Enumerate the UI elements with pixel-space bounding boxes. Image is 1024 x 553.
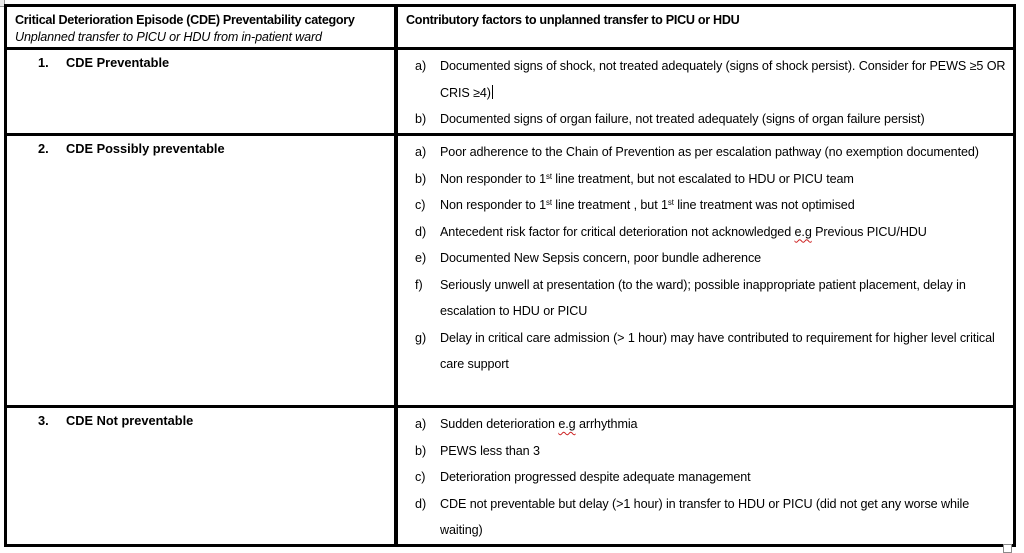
item-label: c) [415, 198, 426, 212]
item-label: a) [415, 59, 427, 73]
category-number: 3. [38, 413, 49, 428]
item-text-content: Antecedent risk factor for critical deterioration not acknowledged [440, 224, 795, 239]
cde-preventability-table [4, 4, 1016, 547]
item-text: Seriously unwell at presentation (to the ward); possible inappropriate patient placement, delay in escalation to HDU or PICU [440, 277, 966, 318]
item-label: g) [415, 330, 427, 345]
misspelled-word: e.g [794, 224, 812, 239]
category-cell-preventable[interactable] [7, 50, 398, 136]
category-label: CDE Not preventable [66, 413, 194, 428]
item-text: Poor adherence to the Chain of Prevention as per escalation pathway (no exemption documented) [440, 145, 979, 159]
item-label: b) [415, 171, 427, 186]
category-number: 1. [38, 55, 49, 70]
item-text [440, 411, 1007, 438]
category-label: CDE Preventable [66, 55, 170, 70]
item-label: b) [415, 112, 427, 126]
table-resize-handle-icon[interactable] [1003, 544, 1012, 553]
list-item [415, 272, 1007, 325]
text-cursor [492, 85, 494, 99]
misspelled-word: e.g [558, 417, 576, 431]
item-text: Deterioration progressed despite adequate management [440, 470, 751, 484]
item-text-content: Documented signs of shock, not treated adequately (signs of shock persist). Consider for PEWS ≥5 OR CRIS ≥4) [440, 59, 1006, 100]
list-item [415, 464, 1007, 491]
item-label: f) [415, 277, 423, 292]
item-text: CDE not preventable but delay (>1 hour) in transfer to HDU or PICU (did not get any worse while waiting) [440, 496, 970, 537]
list-item [415, 106, 1007, 133]
list-item [415, 411, 1007, 438]
item-label: d) [415, 496, 427, 511]
list-item [415, 245, 1007, 272]
list-item [415, 325, 1007, 378]
list-item [415, 491, 1007, 544]
list-item [415, 192, 1007, 219]
item-text-content: Previous PICU/HDU [811, 224, 927, 239]
header-cell-contributory-factors[interactable] [398, 7, 1013, 50]
item-text-content: Sudden deterioration [440, 417, 559, 431]
item-text-content: arrhythmia [575, 417, 638, 431]
header-title-left: Critical Deterioration Episode (CDE) Preventability category [15, 13, 355, 27]
item-text: Documented signs of organ failure, not treated adequately (signs of organ failure persist) [440, 112, 925, 126]
list-item [415, 219, 1007, 246]
item-text: Delay in critical care admission (> 1 hour) may have contributed to requirement for higher level critical care support [440, 330, 995, 371]
item-label: b) [415, 443, 427, 458]
item-text [440, 53, 1007, 106]
header-title-right: Contributory factors to unplanned transfer to PICU or HDU [406, 13, 740, 27]
category-cell-possibly-preventable[interactable] [7, 136, 398, 408]
item-label: a) [415, 145, 427, 159]
item-text [440, 219, 1007, 246]
factors-cell-preventable[interactable] [398, 50, 1013, 136]
category-number: 2. [38, 141, 49, 156]
category-label: CDE Possibly preventable [66, 141, 225, 156]
item-text: Documented New Sepsis concern, poor bundle adherence [440, 251, 762, 265]
item-text: Non responder to 1st line treatment , but 1st line treatment was not optimised [440, 198, 855, 212]
header-subtitle-left: Unplanned transfer to PICU or HDU from in-patient ward [15, 30, 322, 44]
list-item [415, 166, 1007, 193]
item-label: a) [415, 417, 427, 431]
item-text: Non responder to 1st line treatment, but not escalated to HDU or PICU team [440, 171, 854, 186]
factors-cell-possibly-preventable[interactable] [398, 136, 1013, 408]
item-label: c) [415, 470, 426, 484]
category-cell-not-preventable[interactable] [7, 408, 398, 544]
list-item [415, 53, 1007, 106]
item-label: d) [415, 224, 427, 239]
item-text: PEWS less than 3 [440, 443, 540, 458]
item-label: e) [415, 251, 427, 265]
header-cell-preventability-category[interactable] [7, 7, 398, 50]
list-item [415, 139, 1007, 166]
factors-cell-not-preventable[interactable] [398, 408, 1013, 544]
list-item [415, 438, 1007, 465]
